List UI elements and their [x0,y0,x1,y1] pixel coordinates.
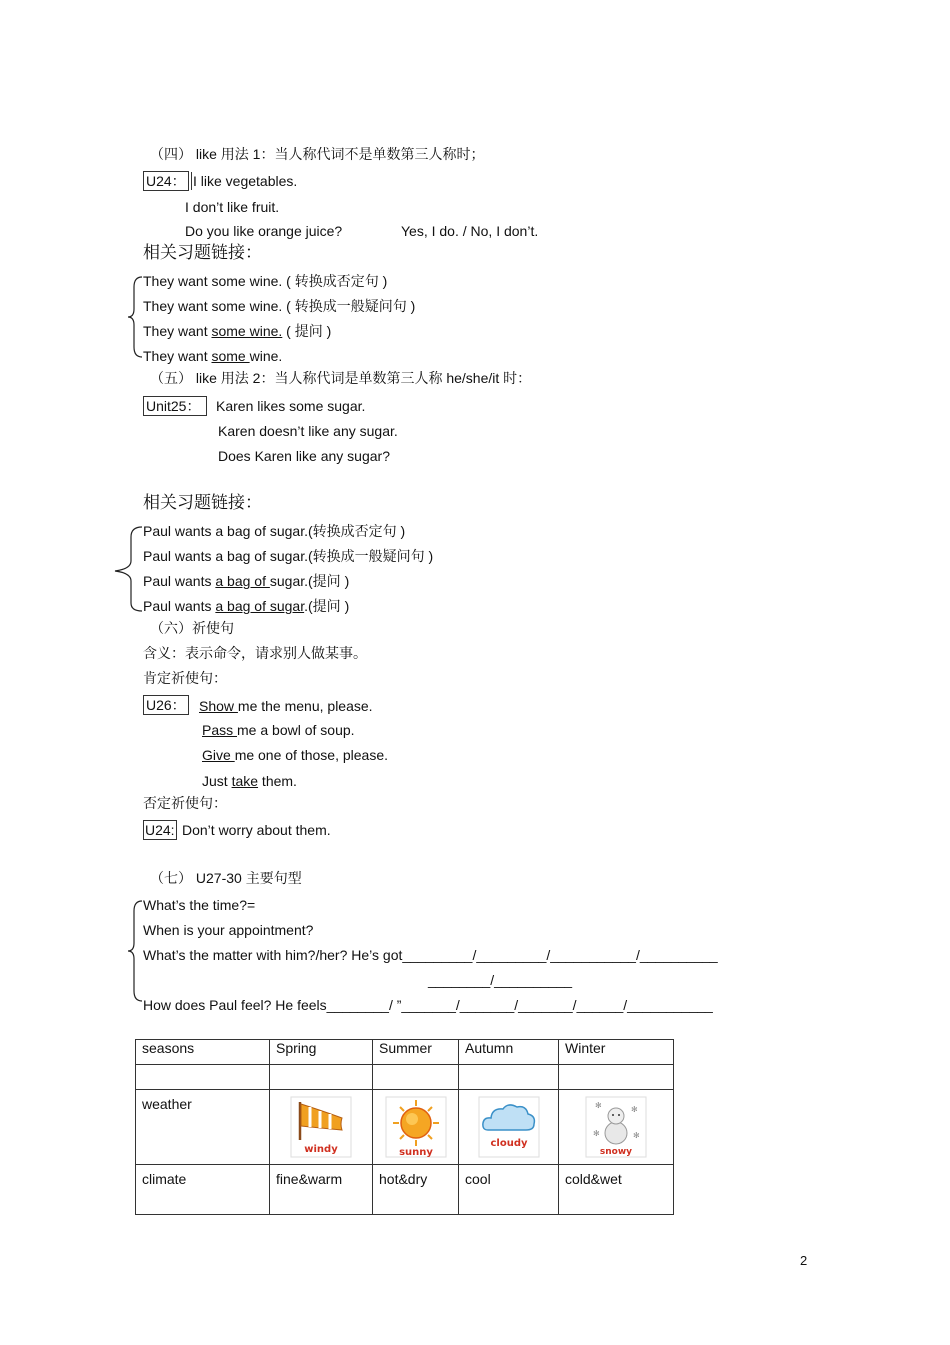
exercise-line: Paul wants a bag of sugar.(转换成一般疑问句 ) [143,548,434,564]
unit-box-u24: U24： [143,171,189,191]
sentence-pattern: ________/__________ [428,972,573,988]
section6-title: （六）祈使句 [150,620,234,636]
svg-text:✻: ✻ [633,1131,640,1140]
empty-cell [270,1065,373,1090]
sentence: Karen doesn’t like any sugar. [218,423,398,439]
exercise-line: Paul wants a bag of sugar.(提问 ) [143,598,350,614]
row-label: climate [136,1165,270,1215]
icon-caption: cloudy [489,1138,528,1149]
icon-caption: windy [304,1144,338,1155]
weather-cell [559,1090,674,1165]
header-cell: Winter [559,1040,674,1065]
svg-text:✻: ✻ [593,1129,600,1138]
sentence-pattern: What’s the time?= [143,897,256,913]
header-cell: Autumn [459,1040,559,1065]
sentence-pattern: When is your appointment? [143,922,314,938]
sentence: Don’t worry about them. [182,822,331,838]
climate-cell: cold&wet [559,1165,674,1215]
empty-cell [459,1065,559,1090]
climate-cell: hot&dry [373,1165,459,1215]
exercise-heading: 相关习题链接： [143,243,262,262]
section7-title: （七） U27-30 主要句型 [150,870,302,886]
empty-cell [373,1065,459,1090]
unit-box-u24-neg: U24: [145,822,175,838]
section4-title: （四） like 用法 1：当人称代词不是单数第三人称时； [150,146,485,162]
header-cell: Spring [270,1040,373,1065]
exercise-line: They want some wine. ( 转换成一般疑问句 ) [143,298,416,314]
exercise-line: Paul wants a bag of sugar.(提问 ) [143,573,350,589]
sentence: Does Karen like any sugar? [218,448,390,464]
section5-title: （五） like 用法 2：当人称代词是单数第三人称 he/she/it 时： [150,370,532,386]
svg-text:✻: ✻ [631,1105,638,1114]
sentence: I like vegetables. [193,173,298,189]
empty-cell [136,1065,270,1090]
row-label: weather [136,1090,270,1165]
svg-text:✻: ✻ [595,1101,602,1110]
positive-label: 肯定祈使句： [143,670,227,686]
table-header-row [136,1040,674,1065]
sentence: Yes, I do. / No, I don’t. [401,223,539,239]
sentence: I don’t like fruit. [185,199,280,215]
table-row-weather [136,1090,674,1165]
sentence: Do you like orange juice? [185,223,343,239]
header-cell: Summer [373,1040,459,1065]
sentence-pattern: What’s the matter with him?/her? He’s got_________/_________/___________/__________ [143,947,718,963]
climate-cell: cool [459,1165,559,1215]
windy-icon [290,1096,352,1158]
table-row [136,1065,674,1090]
exercise-line: They want some wine. [143,348,283,364]
unit-box-u26: U26： [143,695,189,715]
brace-icon [113,525,143,613]
negative-label: 否定祈使句： [143,795,227,811]
sunny-icon [385,1096,447,1158]
table-row-climate [136,1165,674,1215]
sentence: Karen likes some sugar. [216,398,366,414]
sentence: Pass me a bowl of soup. [202,722,355,738]
icon-caption: sunny [398,1147,433,1158]
snowy-icon [585,1096,647,1158]
weather-cell [270,1090,373,1165]
brace-icon [127,899,143,1003]
header-cell: seasons [136,1040,270,1065]
sentence-pattern: How does Paul feel? He feels________/ ”_______/_______/_______/______/___________ [143,997,713,1013]
sentence: Just take them. [202,773,297,789]
brace-icon [127,275,143,359]
sentence: Give me one of those, please. [202,747,389,763]
weather-cell [459,1090,559,1165]
exercise-line: They want some wine. ( 提问 ) [143,323,332,339]
unit-box-unit25: Unit25： [143,396,207,416]
empty-cell [559,1065,674,1090]
exercise-line: They want some wine. ( 转换成否定句 ) [143,273,388,289]
page-number: 2 [800,1253,808,1268]
icon-caption: snowy [599,1147,633,1157]
seasons-table [135,1039,674,1215]
sentence: Show me the menu, please. [199,698,373,714]
exercise-line: Paul wants a bag of sugar.(转换成否定句 ) [143,523,406,539]
definition: 含义：表示命令，请求别人做某事。 [143,645,367,661]
exercise-heading: 相关习题链接： [143,493,262,512]
cloudy-icon [478,1096,540,1158]
weather-cell [373,1090,459,1165]
climate-cell: fine&warm [270,1165,373,1215]
